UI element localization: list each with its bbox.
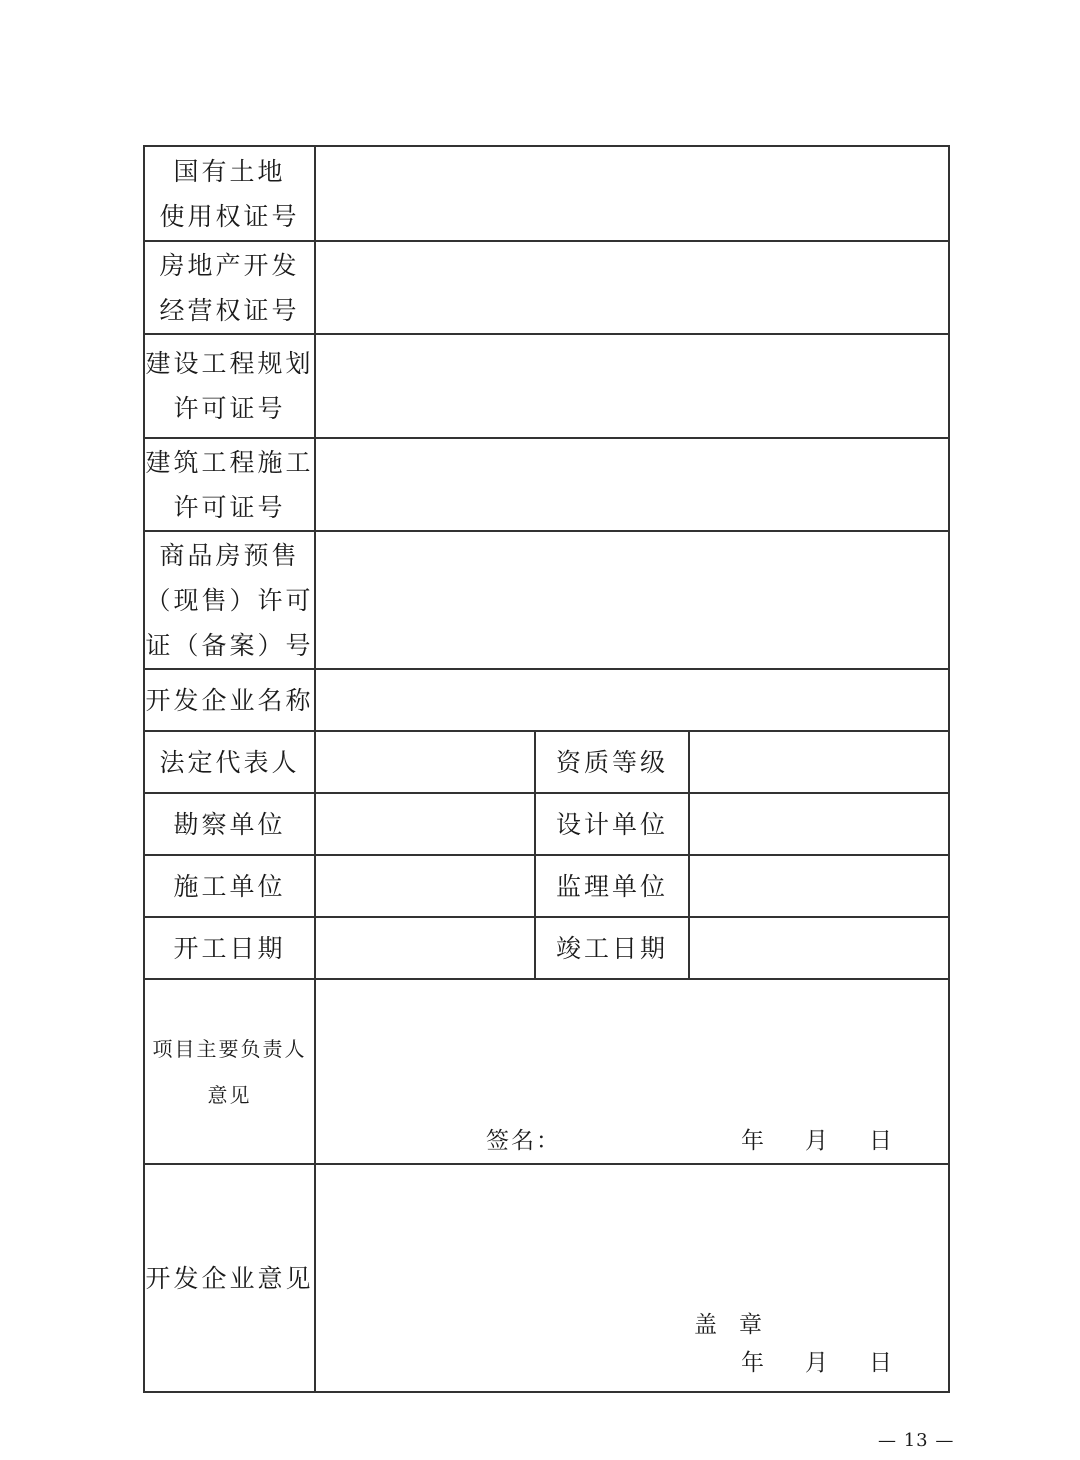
label-completion-date: 竣工日期 [535, 917, 689, 979]
row-company-opinion [144, 1164, 949, 1392]
row-dates [144, 917, 949, 979]
day-label: 日 [869, 1128, 892, 1154]
field-land-cert[interactable] [315, 146, 949, 241]
field-project-lead-opinion[interactable] [315, 979, 949, 1164]
field-dev-cert[interactable] [315, 241, 949, 334]
month-label: 月 [805, 1128, 828, 1154]
label-supervision-unit: 监理单位 [535, 855, 689, 917]
label-dev-cert: 房地产开发 经营权证号 [144, 241, 315, 334]
page-number: — 13 — [878, 1430, 955, 1451]
field-completion-date[interactable] [689, 917, 949, 979]
day-label: 日 [869, 1350, 892, 1376]
row-dev-cert [144, 241, 949, 334]
year-label: 年 [741, 1350, 764, 1376]
field-start-date[interactable] [315, 917, 535, 979]
field-construction-unit[interactable] [315, 855, 535, 917]
label-plan-permit: 建设工程规划 许可证号 [144, 334, 315, 438]
label-construction-unit: 施工单位 [144, 855, 315, 917]
label-company-opinion: 开发企业意见 [144, 1164, 315, 1392]
label-legal-rep: 法定代表人 [144, 731, 315, 793]
row-construction-unit [144, 855, 949, 917]
registration-form-table [143, 145, 950, 1393]
field-plan-permit[interactable] [315, 334, 949, 438]
year-label: 年 [741, 1128, 764, 1154]
row-project-lead-opinion [144, 979, 949, 1164]
field-legal-rep[interactable] [315, 731, 535, 793]
date-line-company [741, 1344, 933, 1377]
field-construction-permit[interactable] [315, 438, 949, 531]
month-label: 月 [805, 1350, 828, 1376]
label-survey-unit: 勘察单位 [144, 793, 315, 855]
label-qualification: 资质等级 [535, 731, 689, 793]
label-design-unit: 设计单位 [535, 793, 689, 855]
field-company-name[interactable] [315, 669, 949, 731]
label-project-lead-opinion: 项目主要负责人 意见 [144, 979, 315, 1164]
row-survey-unit [144, 793, 949, 855]
date-line-project-lead [741, 1122, 933, 1155]
field-company-opinion[interactable] [315, 1164, 949, 1392]
label-construction-permit: 建筑工程施工 许可证号 [144, 438, 315, 531]
field-supervision-unit[interactable] [689, 855, 949, 917]
label-land-cert: 国有土地 使用权证号 [144, 146, 315, 241]
row-presale-permit [144, 531, 949, 669]
row-legal-rep [144, 731, 949, 793]
label-company-name: 开发企业名称 [144, 669, 315, 731]
label-start-date: 开工日期 [144, 917, 315, 979]
stamp-label: 盖章 [694, 1312, 784, 1338]
row-plan-permit [144, 334, 949, 438]
signature-label: 签名： [486, 1128, 561, 1154]
field-survey-unit[interactable] [315, 793, 535, 855]
field-presale-permit[interactable] [315, 531, 949, 669]
field-design-unit[interactable] [689, 793, 949, 855]
row-company-name [144, 669, 949, 731]
label-presale-permit: 商品房预售 （现售）许可 证（备案）号 [144, 531, 315, 669]
row-land-cert [144, 146, 949, 241]
field-qualification[interactable] [689, 731, 949, 793]
row-construction-permit [144, 438, 949, 531]
